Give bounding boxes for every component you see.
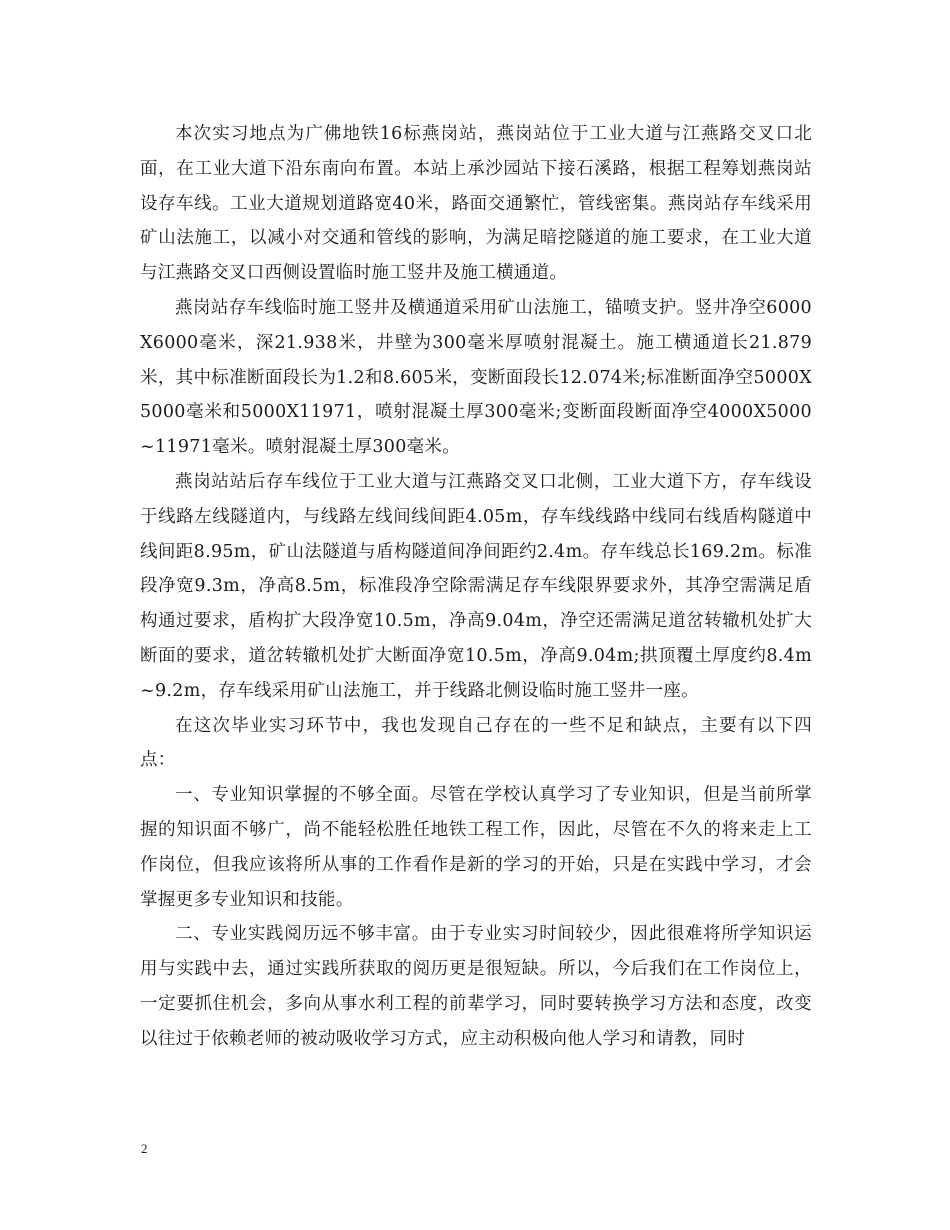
page-number: 2 (141, 1141, 148, 1156)
document-body (140, 117, 812, 1057)
paragraph-shortcomings-intro: 在这次毕业实习环节中，我也发现自己存在的一些不足和缺点，主要有以下四点： (140, 715, 812, 771)
paragraph-internship-location: 本次实习地点为广佛地铁16标燕岗站，燕岗站位于工业大道与江燕路交叉口北面，在工业大道下沿东南向布置。本站上承沙园站下接石溪路，根据工程筹划燕岗站设存车线。工业大道规划道路宽40米，路面交通繁忙，管线密集。燕岗站存车线采用矿山法施工，以减小对交通和管线的影响，为满足暗挖隧道的施工要求，在工业大道与江燕路交叉口西侧设置临时施工竖井及施工横通道。 (140, 124, 812, 284)
paragraph-shortcoming-one: 一、专业知识掌握的不够全面。尽管在学校认真学习了专业知识，但是当前所掌握的知识面不够广，尚不能轻松胜任地铁工程工作，因此，尽管在不久的将来走上工作岗位，但我应该将所从事的工作看作是新的学习的开始，只是在实践中学习，才会掌握更多专业知识和技能。 (140, 785, 812, 910)
paragraph-shaft-and-passage: 燕岗站存车线临时施工竖井及横通道采用矿山法施工，锚喷支护。竖井净空6000X6000毫米，深21.938米，井壁为300毫米厚喷射混凝土。施工横通道长21.879米，其中标准断面段长为1.2和8.605米，变断面段长12.074米;标准断面净空5000X5000毫米和5000X11971，喷射混凝土厚300毫米;变断面段断面净空4000X5000~11971毫米。喷射混凝土厚300毫米。 (140, 297, 812, 458)
paragraph-shortcoming-two: 二、专业实践阅历远不够丰富。由于专业实习时间较少，因此很难将所学知识运用与实践中去，通过实践所获取的阅历更是很短缺。所以，今后我们在工作岗位上，一定要抓住机会，多向从事水利工程的前辈学习，同时要转换学习方法和态度，改变以往过于依赖老师的被动吸收学习方式，应主动积极向他人学习和请教，同时 (140, 924, 812, 1049)
paragraph-storage-line: 燕岗站站后存车线位于工业大道与江燕路交叉口北侧，工业大道下方，存车线设于线路左线隧道内，与线路左线间线间距4.05m，存车线线路中线同右线盾构隧道中线间距8.95m，矿山法隧道与盾构隧道间净间距约2.4m。存车线总长169.2m。标准段净宽9.3m，净高8.5m，标准段净空除需满足存车线限界要求外，其净空需满足盾构通过要求，盾构扩大段净宽10.5m，净高9.04m，净空还需满足道岔转辙机处扩大断面的要求，道岔转辙机处扩大断面净宽10.5m，净高9.04m;拱顶覆土厚度约8.4m~9.2m，存车线采用矿山法施工，并于线路北侧设临时施工竖井一座。 (140, 471, 812, 701)
